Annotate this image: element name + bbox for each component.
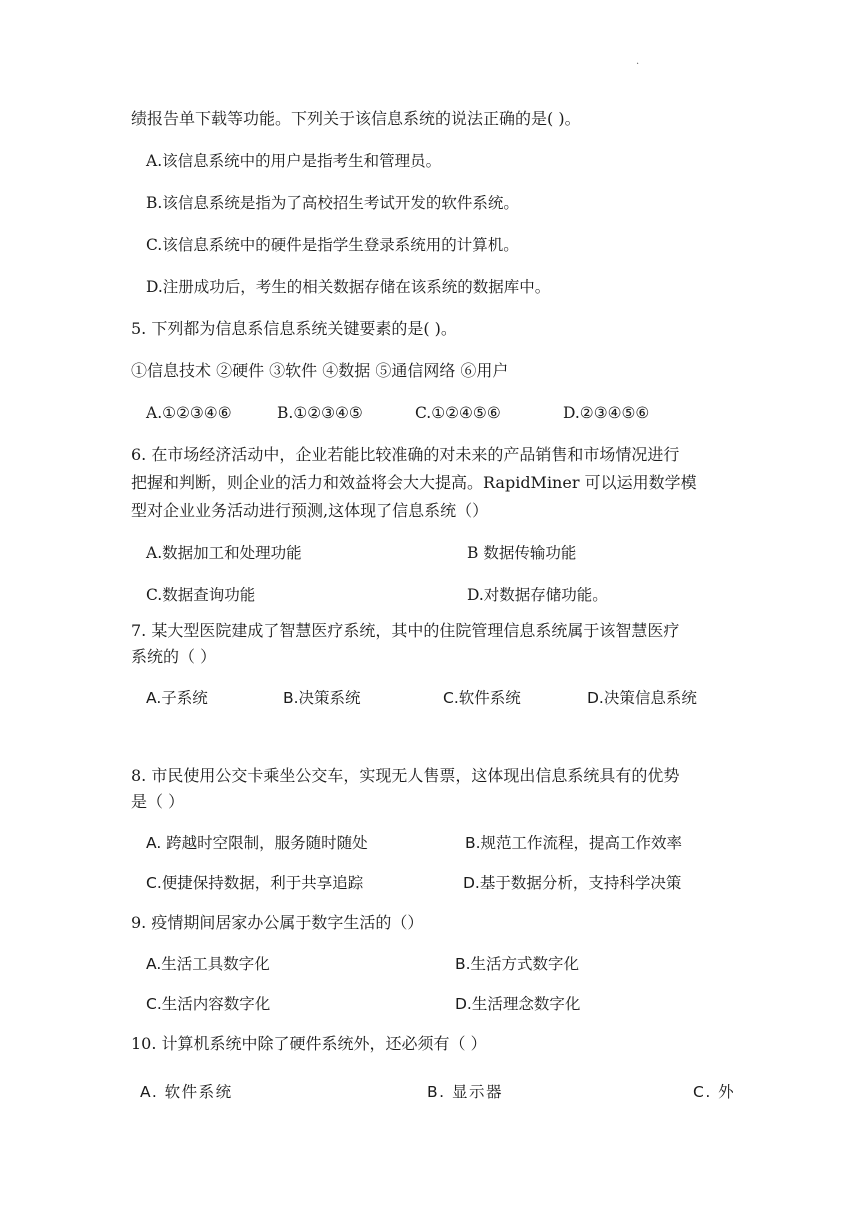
q8-option-c: C.便捷保持数据，利于共享追踪 xyxy=(146,874,364,892)
q7-option-c: C.软件系统 xyxy=(443,689,521,707)
q9-option-c: C.生活内容数字化 xyxy=(146,995,271,1013)
q7-stem-line-1: 7. 某大型医院建成了智慧医疗系统，其中的住院管理信息系统属于该智慧医疗 xyxy=(131,621,680,640)
q10-option-a: A. 软件系统 xyxy=(140,1083,233,1101)
q10-stem: 10. 计算机系统中除了硬件系统外，还必须有（ ） xyxy=(131,1034,487,1053)
q8-option-b: B.规范工作流程，提高工作效率 xyxy=(465,834,683,852)
q4-option-b: B.该信息系统是指为了高校招生考试开发的软件系统。 xyxy=(146,194,519,212)
q9-option-a: A.生活工具数字化 xyxy=(146,955,270,973)
q6-stem-line-2: 把握和判断，则企业的活力和效益将会大大提高。RapidMiner 可以运用数学模 xyxy=(131,473,697,492)
q5-stem: 5. 下列都为信息系信息系统关键要素的是( )。 xyxy=(131,319,457,338)
q9-stem: 9. 疫情期间居家办公属于数字生活的（） xyxy=(131,913,424,932)
q5-option-a: A.①②③④⑥ xyxy=(146,404,232,422)
q6-stem-line-3: 型对企业业务活动进行预测,这体现了信息系统（） xyxy=(131,501,489,520)
q5-option-b: B.①②③④⑤ xyxy=(277,404,363,422)
q6-option-a: A.数据加工和处理功能 xyxy=(146,544,302,562)
q6-option-c: C.数据查询功能 xyxy=(146,586,256,604)
q4-option-a: A.该信息系统中的用户是指考生和管理员。 xyxy=(146,152,442,170)
q8-stem-line-1: 8. 市民使用公交卡乘坐公交车，实现无人售票，这体现出信息系统具有的优势 xyxy=(131,766,680,785)
q7-option-b: B.决策系统 xyxy=(283,689,361,707)
q5-option-d: D.②③④⑤⑥ xyxy=(563,404,650,422)
q9-option-b: B.生活方式数字化 xyxy=(455,955,580,973)
q9-option-d: D.生活理念数字化 xyxy=(455,995,581,1013)
q7-option-d: D.决策信息系统 xyxy=(587,689,697,707)
q6-stem-line-1: 6. 在市场经济活动中，企业若能比较准确的对未来的产品销售和市场情况进行 xyxy=(131,445,680,464)
q8-option-d: D.基于数据分析，支持科学决策 xyxy=(463,874,682,892)
q10-option-b: B. 显示器 xyxy=(427,1083,503,1101)
q6-option-d: D.对数据存储功能。 xyxy=(467,586,608,604)
q4-option-c: C.该信息系统中的硬件是指学生登录系统用的计算机。 xyxy=(146,236,519,254)
q8-stem-line-2: 是（ ） xyxy=(131,792,185,811)
q5-elements: ①信息技术 ②硬件 ③软件 ④数据 ⑤通信网络 ⑥用户 xyxy=(131,361,509,380)
q7-option-a: A.子系统 xyxy=(146,689,208,707)
page-mark: . xyxy=(636,56,640,67)
q7-stem-line-2: 系统的（ ） xyxy=(131,647,217,666)
q8-option-a: A. 跨越时空限制，服务随时随处 xyxy=(146,834,368,852)
q5-option-c: C.①②④⑤⑥ xyxy=(415,404,501,422)
q4-stem-continuation: 绩报告单下载等功能。下列关于该信息系统的说法正确的是( )。 xyxy=(131,109,581,128)
q6-option-b: B 数据传输功能 xyxy=(467,544,577,562)
q10-option-c: C. 外 xyxy=(693,1083,736,1101)
q4-option-d: D.注册成功后，考生的相关数据存储在该系统的数据库中。 xyxy=(146,278,551,296)
